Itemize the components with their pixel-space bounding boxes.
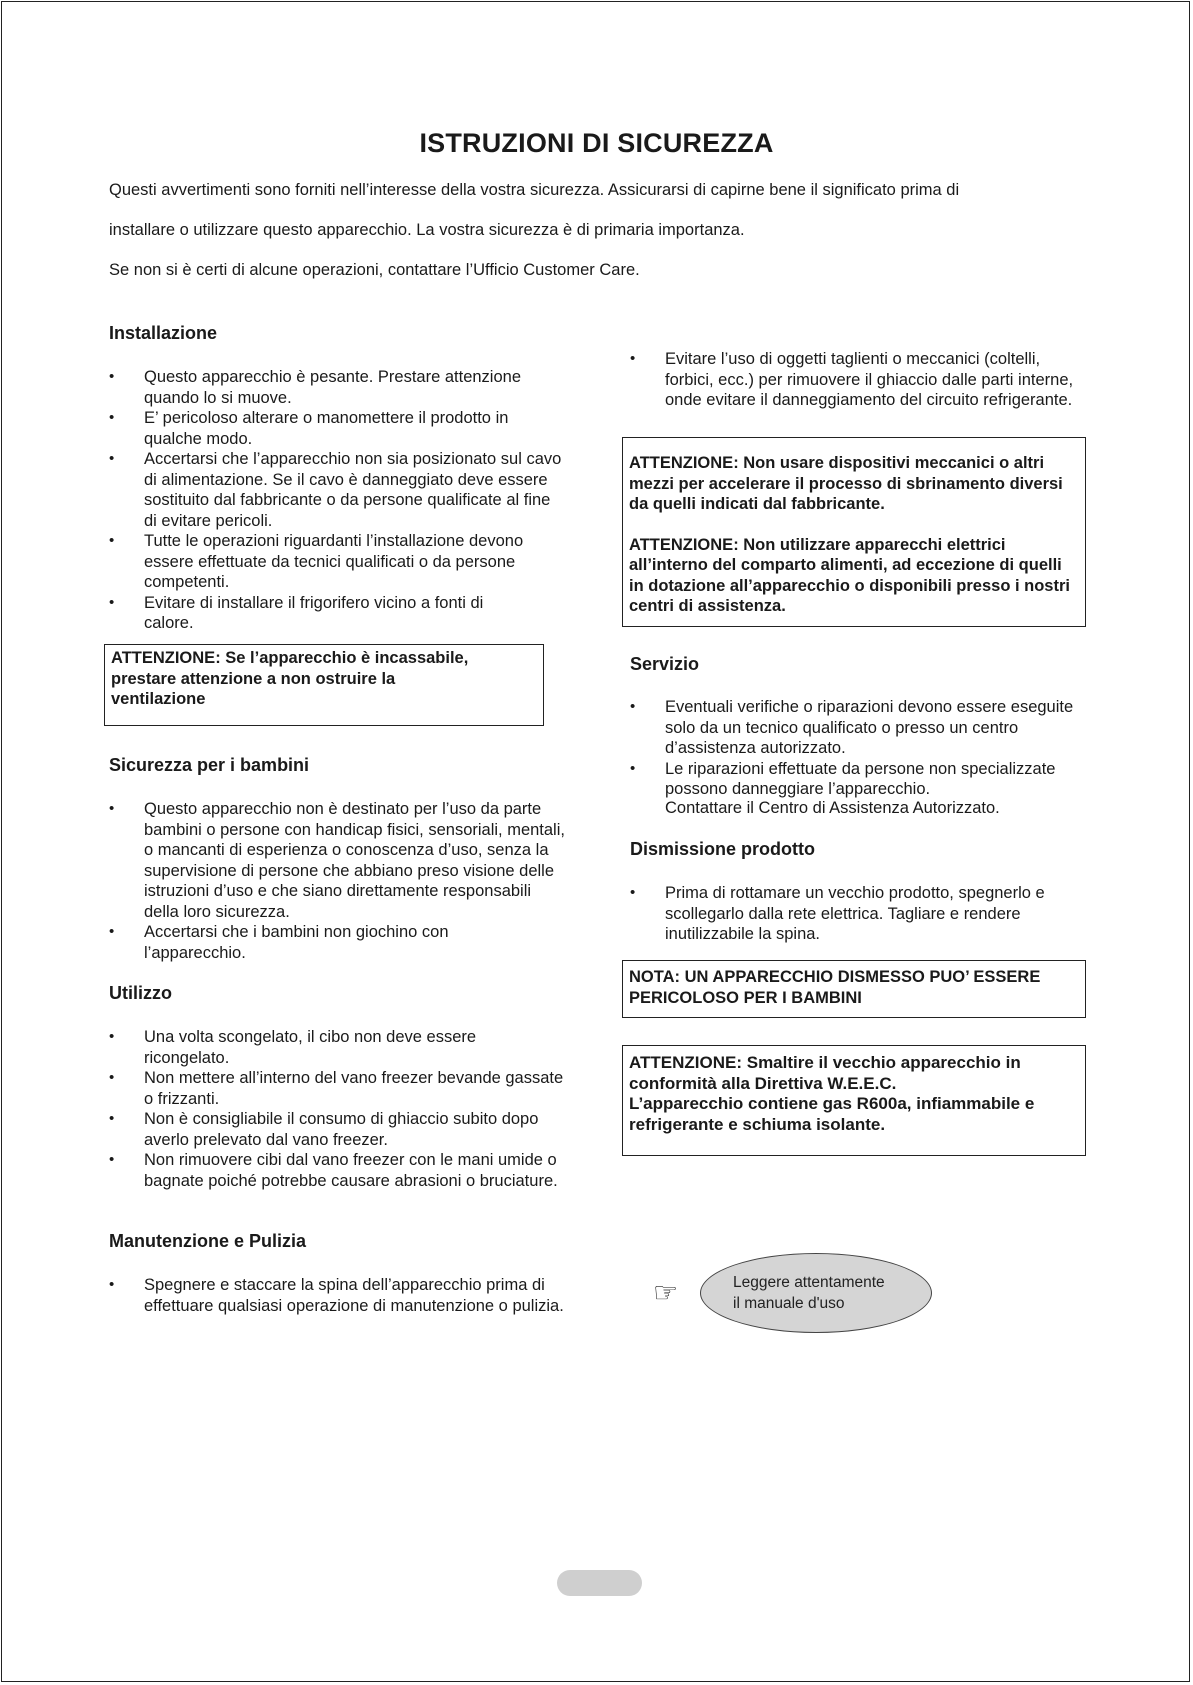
list-item: • Una volta scongelato, il cibo non deve essere ricongelato. bbox=[109, 1027, 565, 1068]
heading-utilizzo: Utilizzo bbox=[109, 983, 172, 1003]
list-installazione bbox=[109, 367, 565, 634]
heading-servizio: Servizio bbox=[630, 654, 700, 674]
warning-box-sbrinamento bbox=[622, 437, 1086, 627]
warning-text: ATTENZIONE: Se l’apparecchio è incassabile, prestare attenzione a non ostruire la ventilazione bbox=[111, 649, 469, 708]
heading-manutenzione: Manutenzione e Pulizia bbox=[109, 1231, 307, 1251]
warning-text-1: ATTENZIONE: Non usare dispositivi meccanici o altri mezzi per accelerare il processo di sbrinamento diversi da quelli indicati dal fabbricante. bbox=[629, 454, 1063, 513]
list-manutenzione bbox=[109, 1275, 565, 1316]
list-utilizzo bbox=[109, 1027, 565, 1191]
list-item: • Le riparazioni effettuate da persone non specializzate possono danneggiare l’apparecchio. bbox=[630, 759, 1085, 800]
list-right-top bbox=[630, 349, 1085, 411]
heading-bambini: Sicurezza per i bambini bbox=[109, 755, 310, 775]
list-item: • E’ pericoloso alterare o manomettere il prodotto in qualche modo. bbox=[109, 408, 565, 449]
read-manual-callout bbox=[653, 1253, 932, 1333]
list-item: • Eventuali verifiche o riparazioni devono essere eseguite solo da un tecnico qualificato o presso un centro d’assistenza autorizzato. bbox=[630, 697, 1085, 759]
pointing-hand-icon: ☞ bbox=[653, 1277, 679, 1308]
servizio-contact-wrap bbox=[630, 798, 1085, 819]
nota-text: NOTA: UN APPARECCHIO DISMESSO PUO’ ESSERE PERICOLOSO PER I BAMBINI bbox=[629, 968, 1041, 1007]
list-item: • Spegnere e staccare la spina dell’apparecchio prima di effettuare qualsiasi operazione di manutenzione o pulizia. bbox=[109, 1275, 565, 1316]
callout-line-2: il manuale d'uso bbox=[733, 1295, 845, 1312]
page-number-pill bbox=[557, 1570, 642, 1596]
list-item: • Non mettere all’interno del vano freezer bevande gassate o frizzanti. bbox=[109, 1068, 565, 1109]
list-item: • Non rimuovere cibi dal vano freezer con le mani umide o bagnate poiché potrebbe causare abrasioni o bruciature. bbox=[109, 1150, 565, 1191]
list-item: • Accertarsi che l’apparecchio non sia posizionato sul cavo di alimentazione. Se il cavo è danneggiato deve essere sostituito dal fabbricante o da persone qualificate al fine di evitare pericoli. bbox=[109, 449, 565, 531]
warning-text-2: ATTENZIONE: Non utilizzare apparecchi elettrici all’interno del comparto alimenti, ad eccezione di quelli in dotazione all’apparecchio o disponibili presso i nostri centri di assistenza. bbox=[629, 535, 1070, 615]
list-item: • Tutte le operazioni riguardanti l’installazione devono essere effettuate da tecnici qualificati o da persone competenti. bbox=[109, 531, 565, 593]
list-item: • Questo apparecchio è pesante. Prestare attenzione quando lo si muove. bbox=[109, 367, 565, 408]
servizio-contact: Contattare il Centro di Assistenza Autorizzato. bbox=[665, 799, 1000, 817]
list-item: • Evitare l’uso di oggetti taglienti o meccanici (coltelli, forbici, ecc.) per rimuovere il ghiaccio dalle parti interne, onde evitare il danneggiamento del circuito refrigerante. bbox=[630, 349, 1085, 411]
intro-line-2: installare o utilizzare questo apparecchio. La vostra sicurezza è di primaria importanza. bbox=[109, 221, 745, 239]
intro-line-3: Se non si è certi di alcune operazioni, contattare l’Ufficio Customer Care. bbox=[109, 261, 640, 279]
smaltimento-box bbox=[622, 1045, 1086, 1156]
smaltimento-text-1: ATTENZIONE: Smaltire il vecchio apparecchio in conformità alla Direttiva W.E.E.C. bbox=[629, 1053, 1021, 1093]
page-title: ISTRUZIONI DI SICUREZZA bbox=[419, 128, 774, 158]
warning-box-incassabile bbox=[104, 644, 544, 726]
intro-line-1: Questi avvertimenti sono forniti nell’interesse della vostra sicurezza. Assicurarsi di capirne bene il significato prima di bbox=[109, 181, 960, 199]
list-item: • Non è consigliabile il consumo di ghiaccio subito dopo averlo prelevato dal vano freezer. bbox=[109, 1109, 565, 1150]
list-item: • Evitare di installare il frigorifero vicino a fonti di calore. bbox=[109, 593, 565, 634]
list-item: • Accertarsi che i bambini non giochino con l’apparecchio. bbox=[109, 922, 565, 963]
list-item: • Prima di rottamare un vecchio prodotto, spegnerlo e scollegarlo dalla rete elettrica. Tagliare e rendere inutilizzabile la spina. bbox=[630, 883, 1085, 945]
heading-installazione: Installazione bbox=[109, 323, 218, 343]
list-item: • Questo apparecchio non è destinato per l’uso da parte bambini o persone con handicap fisici, sensoriali, mentali, o mancanti di esperienza o conoscenza d’uso, senza la supervisione di persone che abbiano preso visione delle istruzioni d’uso e che siano direttamente responsabili della loro sicurezza. bbox=[109, 799, 565, 922]
heading-dismissione: Dismissione prodotto bbox=[630, 839, 816, 859]
smaltimento-text-2: L’apparecchio contiene gas R600a, infiammabile e refrigerante e schiuma isolante. bbox=[629, 1094, 1035, 1134]
callout-line-1: Leggere attentamente bbox=[733, 1274, 885, 1291]
read-manual-oval bbox=[700, 1253, 932, 1333]
list-servizio bbox=[630, 697, 1085, 800]
list-dismissione bbox=[630, 883, 1085, 945]
list-bambini bbox=[109, 799, 565, 963]
nota-box bbox=[622, 960, 1086, 1018]
